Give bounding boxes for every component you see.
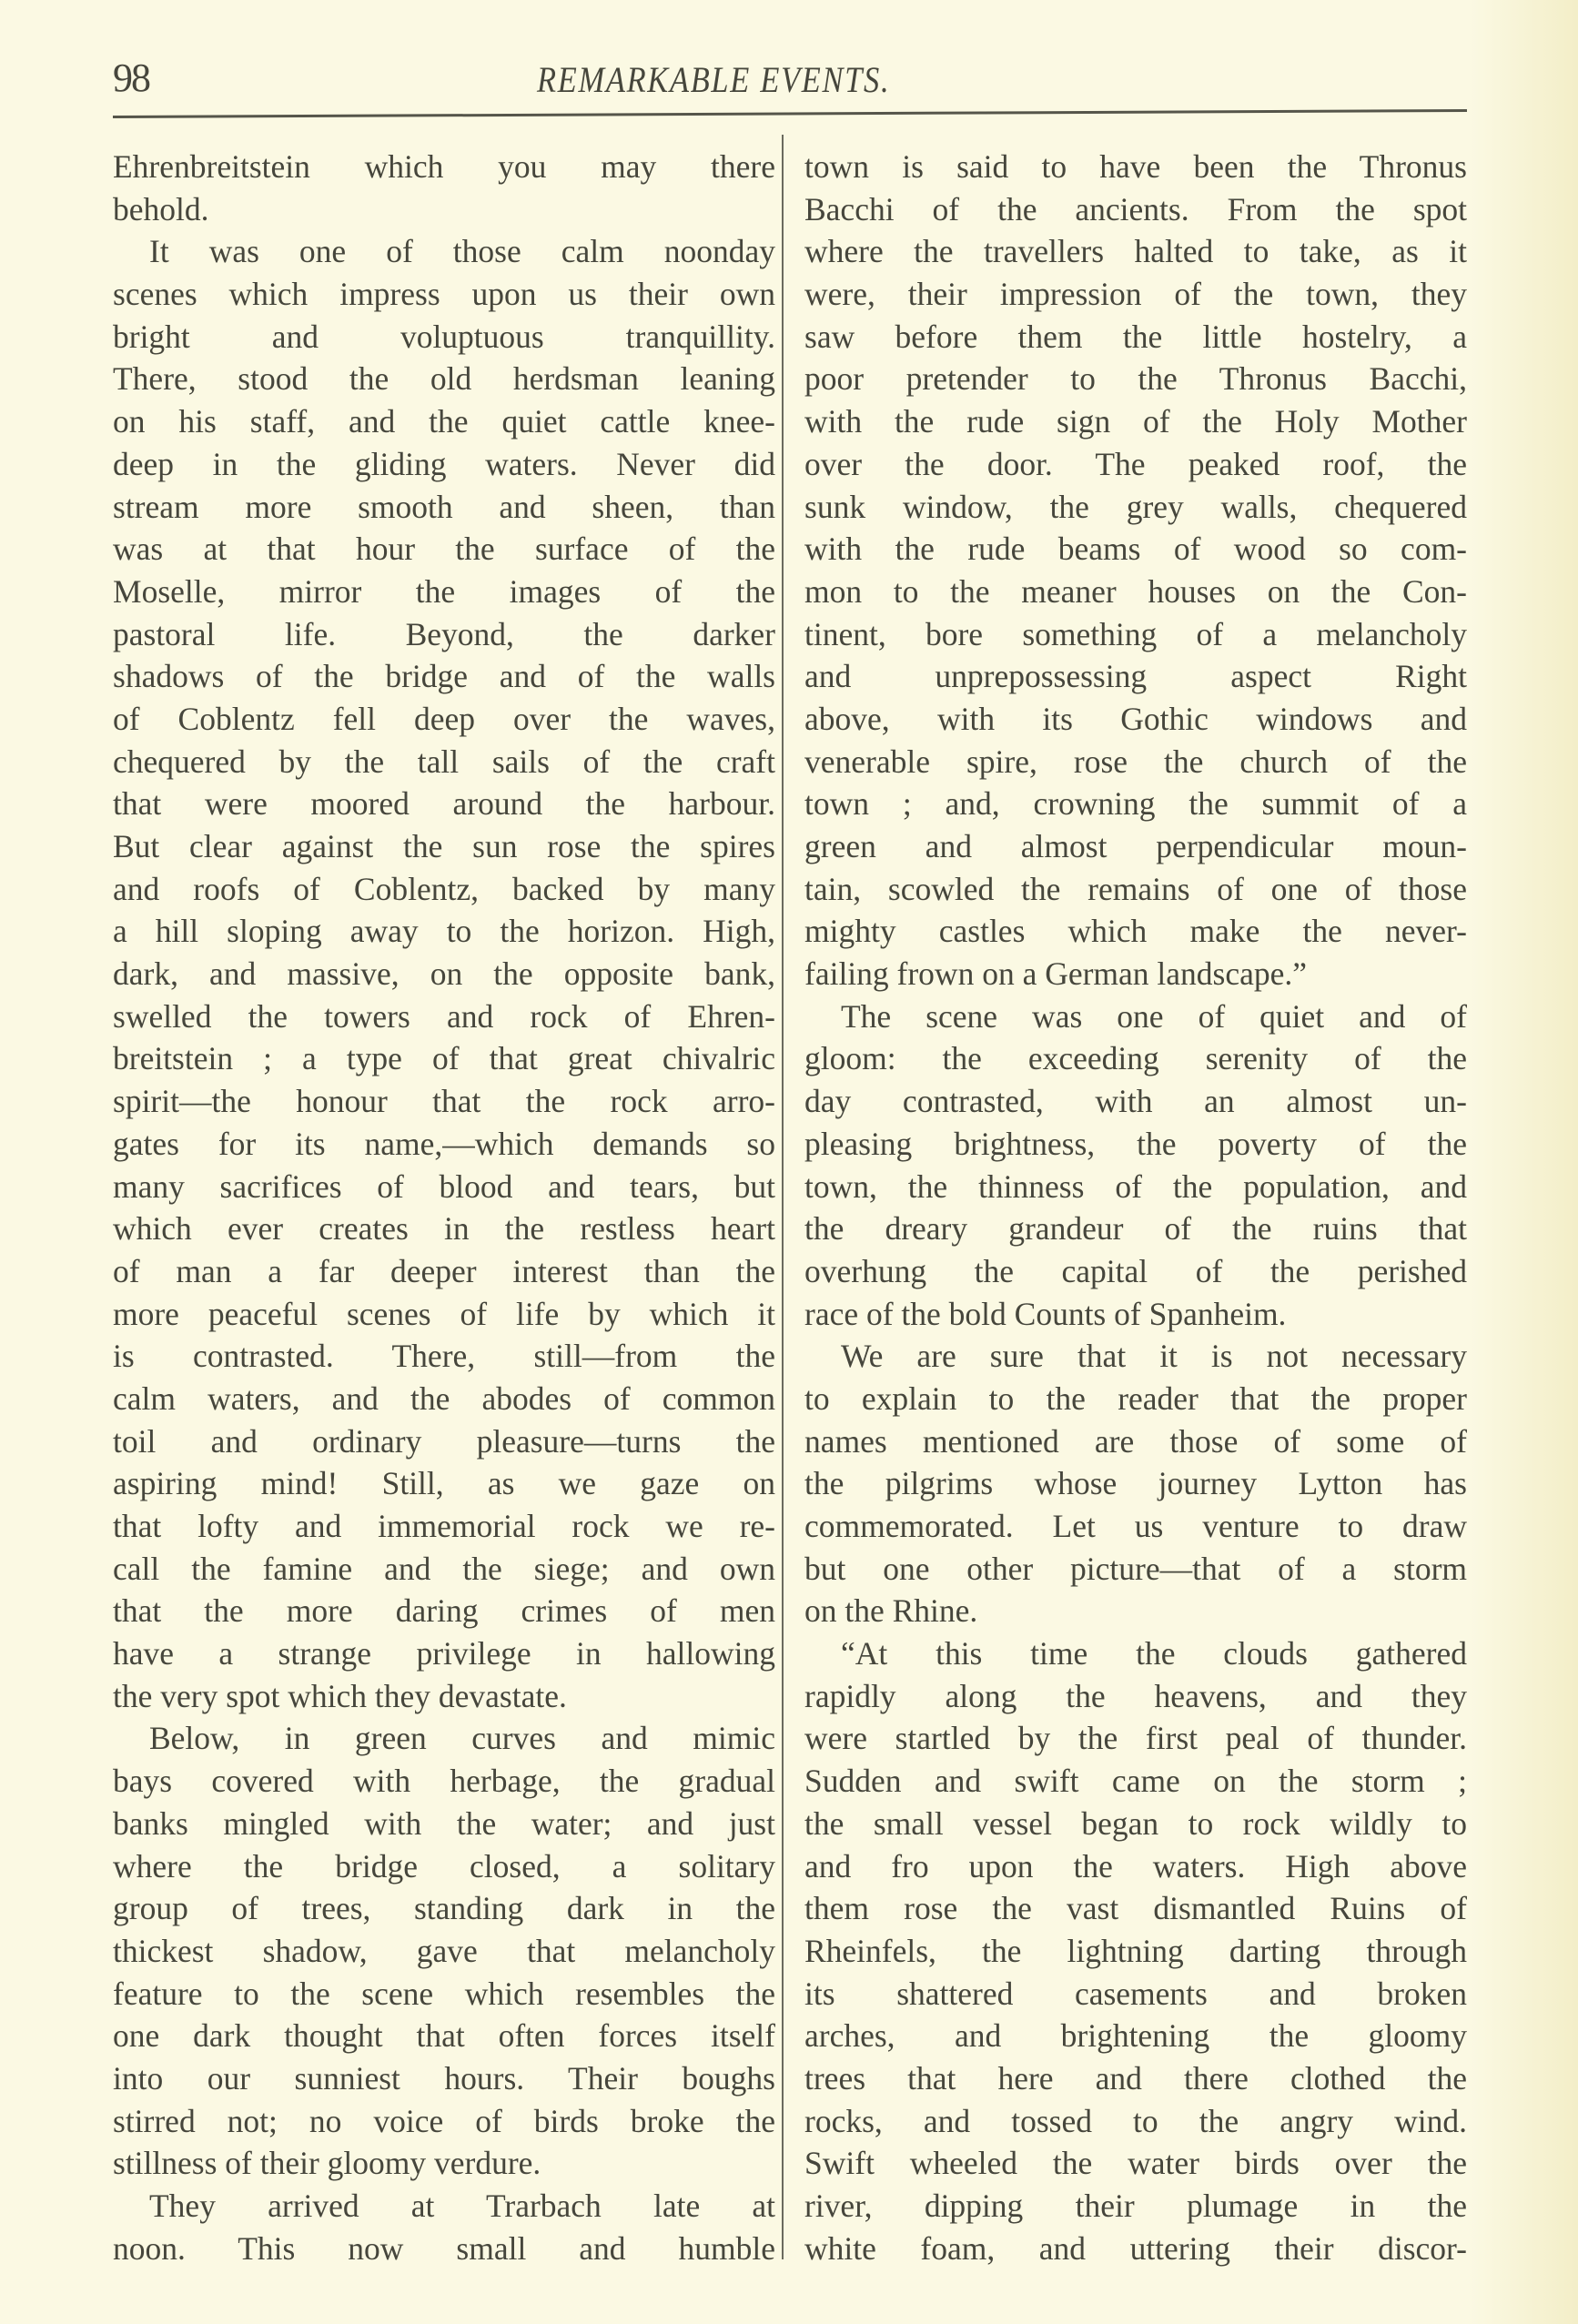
- text-line: day contrasted, with an almost un-: [804, 1083, 1467, 1120]
- text-line: that lofty and immemorial rock we re-: [113, 1508, 775, 1544]
- text-line: behold.: [113, 190, 209, 227]
- text-line: Bacchi of the ancients. From the spot: [804, 190, 1467, 227]
- text-line: pleasing brightness, the poverty of the: [804, 1125, 1467, 1162]
- text-line: banks mingled with the water; and just: [113, 1804, 775, 1842]
- text-line: over the door. The peaked roof, the: [804, 445, 1467, 482]
- text-line: mighty castles which make the never-: [804, 913, 1467, 950]
- text-line: tain, scowled the remains of one of those: [804, 870, 1467, 907]
- text-line: Ehrenbreitstein which you may there: [113, 148, 775, 185]
- text-line: Moselle, mirror the images of the: [113, 572, 775, 610]
- text-line: river, dipping their plumage in the: [804, 2188, 1467, 2224]
- text-line: the pilgrims whose journey Lytton has: [804, 1465, 1467, 1502]
- text-line: bays covered with herbage, the gradual: [113, 1763, 775, 1800]
- text-line: and unprepossessing aspect Right: [804, 658, 1467, 695]
- text-line: Sudden and swift came on the storm ;: [804, 1763, 1467, 1800]
- text-line: overhung the capital of the perished: [804, 1252, 1467, 1289]
- text-line: stream more smooth and sheen, than: [113, 488, 775, 525]
- text-line: failing frown on a German landscape.”: [804, 955, 1308, 993]
- text-line: race of the bold Counts of Spanheim.: [804, 1295, 1287, 1332]
- text-line: was at that hour the surface of the: [113, 530, 775, 568]
- text-line: which ever creates in the restless heart: [113, 1210, 775, 1248]
- text-line: that were moored around the harbour.: [113, 785, 775, 823]
- text-line: We are sure that it is not necessary: [841, 1338, 1467, 1375]
- text-line: names mentioned are those of some of: [804, 1422, 1467, 1460]
- text-line: Below, in green curves and mimic: [149, 1720, 775, 1757]
- text-line: its shattered casements and broken: [804, 1975, 1467, 2012]
- text-line: shadows of the bridge and of the walls: [113, 658, 775, 695]
- text-line: deep in the gliding waters. Never did: [113, 445, 775, 482]
- text-line: feature to the scene which resembles the: [113, 1975, 775, 2012]
- text-line: were startled by the first peal of thunder.: [804, 1720, 1467, 1757]
- text-line: noon. This now small and humble: [113, 2229, 775, 2267]
- text-line: with the rude beams of wood so com-: [804, 530, 1467, 568]
- text-line: with the rude sign of the Holy Mother: [804, 403, 1467, 440]
- text-line: The scene was one of quiet and of: [841, 997, 1467, 1035]
- running-head: REMARKABLE EVENTS.: [537, 59, 891, 100]
- text-line: and fro upon the waters. High above: [804, 1847, 1467, 1884]
- text-line: town, the thinness of the population, and: [804, 1167, 1467, 1205]
- text-line: the very spot which they devastate.: [113, 1677, 567, 1714]
- text-line: the dreary grandeur of the ruins that: [804, 1210, 1467, 1248]
- text-line: pastoral life. Beyond, the darker: [113, 615, 775, 652]
- text-line: is contrasted. There, still—from the: [113, 1338, 775, 1375]
- text-line: poor pretender to the Thronus Bacchi,: [804, 360, 1467, 398]
- text-line: on the Rhine.: [804, 1592, 978, 1630]
- text-line: rapidly along the heavens, and they: [804, 1677, 1467, 1714]
- text-line: spirit—the honour that the rock arro-: [113, 1083, 775, 1120]
- text-line: and roofs of Coblentz, backed by many: [113, 870, 775, 907]
- text-line: green and almost perpendicular moun-: [804, 828, 1467, 864]
- text-line: dark, and massive, on the opposite bank,: [113, 955, 775, 993]
- text-line: gates for its name,—which demands so: [113, 1125, 775, 1162]
- text-line: scenes which impress upon us their own: [113, 276, 775, 313]
- text-line: where the travellers halted to take, as it: [804, 233, 1467, 270]
- right-column: [804, 146, 1467, 2269]
- text-line: There, stood the old herdsman leaning: [113, 360, 775, 398]
- text-line: stillness of their gloomy verdure.: [113, 2145, 541, 2182]
- page-number: 98: [113, 56, 149, 100]
- text-line: sunk window, the grey walls, chequered: [804, 488, 1467, 525]
- text-line: white foam, and uttering their discor-: [804, 2229, 1467, 2267]
- text-line: above, with its Gothic windows and: [804, 700, 1467, 737]
- text-line: but one other picture—that of a storm: [804, 1550, 1467, 1587]
- text-line: They arrived at Trarbach late at: [149, 2188, 775, 2224]
- text-line: arches, and brightening the gloomy: [804, 2017, 1467, 2055]
- text-line: them rose the vast dismantled Ruins of: [804, 1890, 1467, 1927]
- text-line: town ; and, crowning the summit of a: [804, 785, 1467, 823]
- text-line: saw before them the little hostelry, a: [804, 318, 1467, 355]
- text-line: to explain to the reader that the proper: [804, 1379, 1467, 1417]
- text-line: gloom: the exceeding serenity of the: [804, 1040, 1467, 1077]
- text-line: mon to the meaner houses on the Con-: [804, 572, 1467, 610]
- text-line: swelled the towers and rock of Ehren-: [113, 997, 775, 1035]
- text-line: were, their impression of the town, they: [804, 276, 1467, 313]
- text-line: on his staff, and the quiet cattle knee-: [113, 403, 775, 440]
- header-rule: [113, 109, 1467, 118]
- text-line: trees that here and there clothed the: [804, 2059, 1467, 2097]
- column-divider: [782, 135, 784, 2259]
- text-line: one dark thought that often forces itself: [113, 2017, 775, 2055]
- text-line: venerable spire, rose the church of the: [804, 743, 1467, 780]
- text-line: rocks, and tossed to the angry wind.: [804, 2102, 1467, 2139]
- text-line: calm waters, and the abodes of common: [113, 1379, 775, 1417]
- text-line: many sacrifices of blood and tears, but: [113, 1167, 775, 1205]
- text-line: of man a far deeper interest than the: [113, 1252, 775, 1289]
- text-line: commemorated. Let us venture to draw: [804, 1508, 1467, 1544]
- text-line: more peaceful scenes of life by which it: [113, 1295, 775, 1332]
- text-line: a hill sloping away to the horizon. High,: [113, 913, 775, 950]
- text-line: chequered by the tall sails of the craft: [113, 743, 775, 780]
- text-line: of Coblentz fell deep over the waves,: [113, 700, 775, 737]
- text-line: stirred not; no voice of birds broke the: [113, 2102, 775, 2139]
- text-line: have a strange privilege in hallowing: [113, 1635, 775, 1672]
- text-line: breitstein ; a type of that great chivalric: [113, 1040, 775, 1077]
- text-line: But clear against the sun rose the spires: [113, 828, 775, 864]
- text-line: bright and voluptuous tranquillity.: [113, 318, 775, 355]
- text-line: thickest shadow, gave that melancholy: [113, 1932, 775, 1969]
- text-line: town is said to have been the Thronus: [804, 148, 1467, 185]
- text-line: tinent, bore something of a melancholy: [804, 615, 1467, 652]
- text-line: “At this time the clouds gathered: [841, 1635, 1467, 1672]
- text-line: Swift wheeled the water birds over the: [804, 2145, 1467, 2182]
- text-line: It was one of those calm noonday: [149, 233, 775, 270]
- text-line: where the bridge closed, a solitary: [113, 1847, 775, 1884]
- left-column: [113, 146, 775, 2269]
- text-line: aspiring mind! Still, as we gaze on: [113, 1465, 775, 1502]
- page-header: [113, 55, 1469, 109]
- text-line: call the famine and the siege; and own: [113, 1550, 775, 1587]
- text-line: Rheinfels, the lightning darting through: [804, 1932, 1467, 1969]
- text-line: that the more daring crimes of men: [113, 1592, 775, 1630]
- text-line: group of trees, standing dark in the: [113, 1890, 775, 1927]
- text-line: the small vessel began to rock wildly to: [804, 1804, 1467, 1842]
- text-line: toil and ordinary pleasure—turns the: [113, 1422, 775, 1460]
- text-line: into our sunniest hours. Their boughs: [113, 2059, 775, 2097]
- page-edge-shading: [1469, 0, 1578, 2324]
